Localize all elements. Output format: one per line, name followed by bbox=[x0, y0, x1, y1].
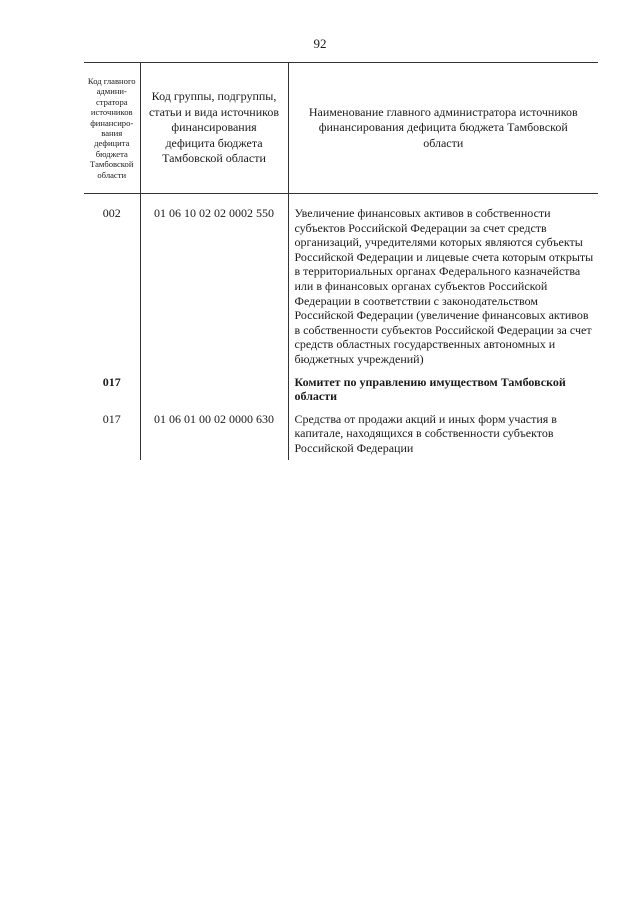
table-header-row bbox=[84, 63, 598, 194]
table-row bbox=[84, 404, 598, 460]
cell-admin-code: 002 bbox=[84, 194, 140, 367]
cell-admin-code: 017 bbox=[84, 367, 140, 404]
cell-source-code: 01 06 01 00 02 0000 630 bbox=[140, 404, 288, 460]
cell-source-code bbox=[140, 367, 288, 404]
header-source-code: Код группы, подгруппы, статьи и вида источников финансирования дефицита бюджета Тамбовской области bbox=[140, 63, 288, 194]
table-row bbox=[84, 194, 598, 367]
header-administrator-name: Наименование главного администратора источников финансирования дефицита бюджета Тамбовской области bbox=[288, 63, 598, 194]
cell-administrator-name: Увеличение финансовых активов в собственности субъектов Российской Федерации за счет средств организаций, учредителями которых являются субъекты Российской Федерации и лицевые счета которым открыты в территориальных органах Федерального казначейства или в финансовых органах субъектов Российской Федерации в соответствии с законодательством Российской Федерации (увеличение финансовых активов в собственности субъектов Российской Федерации за счет средств областных государственных автономных и бюджетных учреждений) bbox=[294, 206, 594, 366]
cell-source-code: 01 06 10 02 02 0002 550 bbox=[140, 194, 288, 367]
administrators-table bbox=[84, 62, 598, 460]
page-number: 92 bbox=[313, 36, 327, 51]
header-admin-code: Код главного админи-стратора источников финансиро-вания дефицита бюджета Тамбовской области bbox=[84, 63, 140, 194]
cell-administrator-name: Комитет по управлению имуществом Тамбовской области bbox=[294, 374, 566, 404]
cell-admin-code: 017 bbox=[84, 404, 140, 460]
table-row bbox=[84, 367, 598, 404]
cell-administrator-name: Средства от продажи акций и иных форм участия в капитале, находящихся в собственности субъектов Российской Федерации bbox=[294, 411, 557, 455]
